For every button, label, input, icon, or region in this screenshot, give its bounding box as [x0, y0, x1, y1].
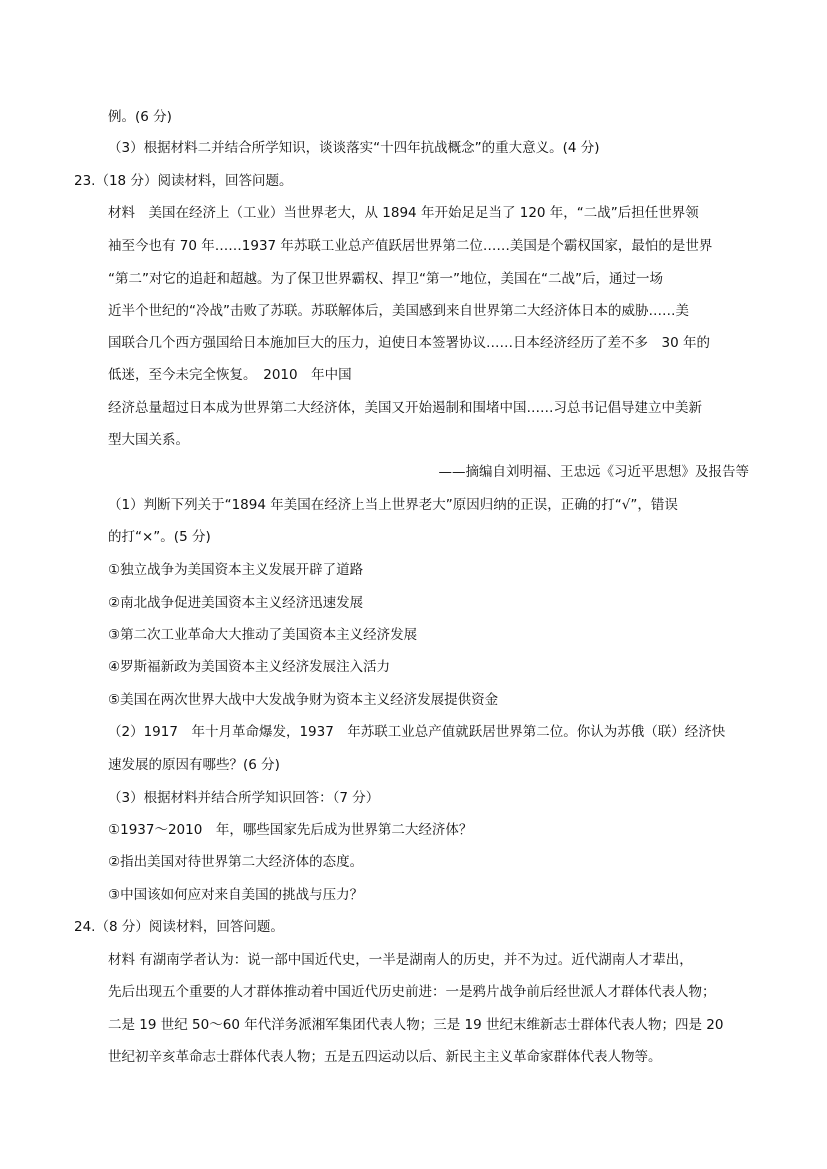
statement-item: ②南北战争促进美国资本主义经济迅速发展 [108, 595, 364, 611]
material-text: “第二”对它的追赶和超越。为了保卫世界霸权、捍卫“第一”地位，美国在“二战”后，通过一场 [108, 271, 663, 287]
question-part: （3）根据材料二并结合所学知识，谈谈落实“十四年抗战概念”的重大意义。(4 分) [108, 140, 600, 156]
material-text: 经济总量超过日本成为世界第二大经济体，美国又开始遏制和围堵中国……习总书记倡导建立中美新 [108, 400, 702, 416]
material-text: 型大国关系。 [108, 432, 189, 448]
material-text: 国联合几个西方强国给日本施加巨大的压力，迫使日本签署协议……日本经济经历了差不多 30 年的 [108, 335, 710, 351]
statement-item: ③第二次工业革命大大推动了美国资本主义经济发展 [108, 627, 418, 643]
material-text: 袖至今也有 70 年……1937 年苏联工业总产值跃居世界第二位……美国是个霸权国家，最怕的是世界 [108, 238, 713, 254]
material-text: 世纪初辛亥革命志士群体代表人物；五是五四运动以后、新民主主义革命家群体代表人物等。 [108, 1049, 662, 1065]
statement-item: ④罗斯福新政为美国资本主义经济发展注入活力 [108, 659, 391, 675]
question-part: （1）判断下列关于“1894 年美国在经济上当上世界老大”原因归纳的正误，正确的打“√”，错误 [108, 497, 678, 513]
material-text: 低迷，至今未完全恢复。 2010 年中国 [108, 367, 352, 383]
sub-question: ①1937～2010 年，哪些国家先后成为世界第二大经济体？ [108, 822, 473, 838]
statement-item: ①独立战争为美国资本主义发展开辟了道路 [108, 562, 364, 578]
question-heading: 24.（8 分）阅读材料，回答问题。 [74, 919, 284, 935]
question-heading: 23.（18 分）阅读材料，回答问题。 [74, 173, 293, 189]
material-text: 材料 美国在经济上（工业）当世界老大，从 1894 年开始足足当了 120 年，“二战”后担任世界领 [108, 205, 699, 221]
sub-question: ③中国该如何应对来自美国的挑战与压力？ [108, 887, 364, 903]
material-text: 材料 有湖南学者认为：说一部中国近代史，一半是湖南人的历史，并不为过。近代湖南人才辈出， [108, 952, 693, 968]
material-text: 近半个世纪的“冷战”击败了苏联。苏联解体后，美国感到来自世界第二大经济体日本的威胁……美 [108, 303, 689, 319]
source-citation: ——摘编自刘明福、王忠远《习近平思想》及报告等 [438, 464, 749, 480]
question-part: （2）1917 年十月革命爆发，1937 年苏联工业总产值就跃居世界第二位。你认为苏俄（联）经济快 [108, 724, 726, 740]
question-part: 的打“×”。(5 分) [108, 529, 211, 545]
question-part: （3）根据材料并结合所学知识回答：（7 分） [108, 790, 380, 806]
sub-question: ②指出美国对待世界第二大经济体的态度。 [108, 854, 364, 870]
statement-item: ⑤美国在两次世界大战中大发战争财为资本主义经济发展提供资金 [108, 692, 499, 708]
question-part: 速发展的原因有哪些？(6 分) [108, 757, 280, 773]
material-text: 二是 19 世纪 50～60 年代洋务派湘军集团代表人物；三是 19 世纪末维新志士群体代表人物；四是 20 [108, 1017, 724, 1033]
material-text: 先后出现五个重要的人才群体推动着中国近代历史前进：一是鸦片战争前后经世派人才群体代表人物； [108, 984, 716, 1000]
text-line: 例。(6 分) [108, 109, 172, 125]
